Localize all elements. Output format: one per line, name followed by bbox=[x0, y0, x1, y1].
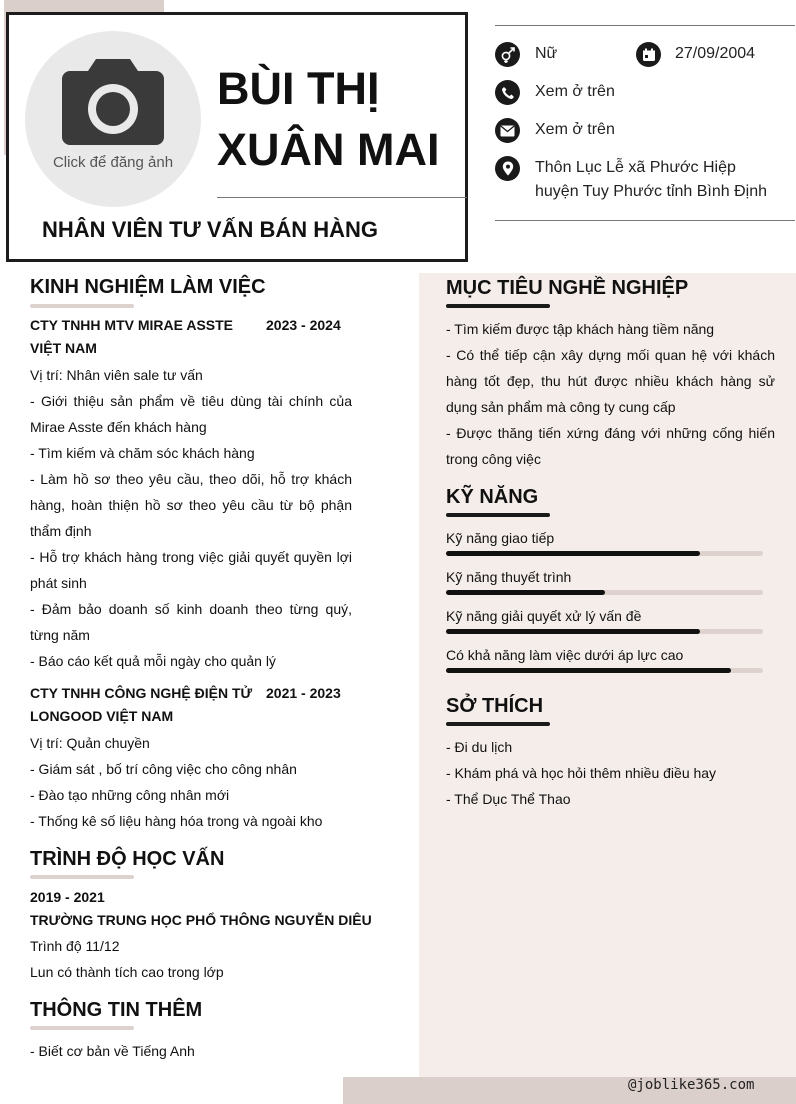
mail-icon bbox=[495, 118, 520, 143]
objective-heading: MỤC TIÊU NGHỀ NGHIỆP bbox=[446, 277, 689, 299]
objective-line: - Tìm kiếm được tập khách hàng tiềm năng bbox=[446, 321, 715, 337]
job-2-duty: - Thống kê số liệu hàng hóa trong và ngoài kho bbox=[30, 813, 323, 829]
job-2-details bbox=[30, 730, 352, 834]
job-1-duty: - Đảm bảo doanh số kinh doanh theo từng quý, từng năm bbox=[30, 601, 352, 643]
job-1-company-line-1: CTY TNHH MTV MIRAE ASSTE bbox=[30, 317, 234, 333]
hobbies-heading: SỞ THÍCH bbox=[446, 695, 544, 717]
education-line: Trình độ 11/12 bbox=[30, 938, 120, 954]
phone-value[interactable]: Xem ở trên bbox=[535, 83, 615, 100]
education-school: TRƯỜNG TRUNG HỌC PHỔ THÔNG NGUYỄN DIÊU bbox=[30, 912, 372, 928]
objective-details bbox=[446, 316, 775, 472]
job-1-duty: - Hỗ trợ khách hàng trong việc giải quyết quyền lợi phát sinh bbox=[30, 549, 352, 591]
contact-bottom-divider bbox=[495, 220, 795, 221]
skill-bar-track bbox=[446, 629, 763, 634]
additional-info-details bbox=[30, 1038, 352, 1064]
education-line: Lun có thành tích cao trong lớp bbox=[30, 964, 224, 980]
skill-label: Kỹ năng giải quyết xử lý vấn đề bbox=[446, 608, 642, 624]
skills-heading: KỸ NĂNG bbox=[446, 486, 539, 508]
hobby-line: - Thể Dục Thể Thao bbox=[446, 791, 571, 807]
additional-info-heading-rule bbox=[30, 1026, 134, 1030]
skill-bar-track bbox=[446, 590, 763, 595]
job-2-position: Vị trí: Quản chuyền bbox=[30, 735, 150, 751]
job-1-period: 2023 - 2024 bbox=[266, 317, 341, 333]
gender-icon bbox=[495, 42, 520, 67]
hobbies-heading-rule bbox=[446, 722, 550, 726]
job-1-company-line-2: VIỆT NAM bbox=[30, 340, 97, 356]
photo-upload-caption: Click để đăng ảnh bbox=[52, 154, 174, 171]
address-value bbox=[535, 156, 767, 204]
experience-heading: KINH NGHIỆM LÀM VIỆC bbox=[30, 276, 266, 298]
email-value[interactable]: Xem ở trên bbox=[535, 121, 615, 138]
skill-bar-fill bbox=[446, 668, 731, 673]
calendar-icon bbox=[636, 42, 661, 67]
name-line-2: XUÂN MAI bbox=[217, 124, 440, 175]
job-1-company bbox=[30, 314, 270, 360]
objective-line: - Được thăng tiến xứng đáng với những cống hiến trong công việc bbox=[446, 425, 775, 467]
hobby-line: - Đi du lịch bbox=[446, 739, 513, 755]
gender-value: Nữ bbox=[535, 45, 558, 62]
education-period: 2019 - 2021 bbox=[30, 889, 105, 905]
skill-bar-track bbox=[446, 551, 763, 556]
job-2-company-line-1: CTY TNHH CÔNG NGHỆ ĐIỆN TỬ bbox=[30, 685, 253, 701]
hobby-line: - Khám phá và học hỏi thêm nhiều điều hay bbox=[446, 765, 717, 781]
education-heading-rule bbox=[30, 875, 134, 879]
birthday-value: 27/09/2004 bbox=[675, 45, 756, 62]
job-2-duty: - Giám sát , bố trí công việc cho công nhân bbox=[30, 761, 297, 777]
location-icon bbox=[495, 156, 520, 181]
phone-icon bbox=[495, 80, 520, 105]
objective-line: - Có thể tiếp cận xây dựng mối quan hệ với khách hàng tốt đẹp, thu hút được nhiều khách hàng sử dụng sản phẩm mà công ty cung cấp bbox=[446, 347, 775, 415]
job-2-company-line-2: LONGOOD VIỆT NAM bbox=[30, 708, 174, 724]
job-1-duty: - Làm hồ sơ theo yêu cầu, theo dõi, hỗ trợ khách hàng, hoàn thiện hồ sơ theo yêu cầu từ bộ phận thẩm định bbox=[30, 471, 352, 539]
address-line-2: huyện Tuy Phước tỉnh Bình Định bbox=[535, 183, 767, 200]
job-1-duty: - Giới thiệu sản phẩm về tiêu dùng tài chính của Mirae Asste đến khách hàng bbox=[30, 393, 352, 435]
job-2-duty: - Đào tạo những công nhân mới bbox=[30, 787, 230, 803]
education-heading: TRÌNH ĐỘ HỌC VẤN bbox=[30, 848, 225, 870]
objective-heading-rule bbox=[446, 304, 550, 308]
job-2-company bbox=[30, 682, 270, 728]
hobbies-details bbox=[446, 734, 775, 812]
name-line-1: BÙI THỊ bbox=[217, 63, 380, 114]
skill-bar-fill bbox=[446, 590, 605, 595]
additional-info-heading: THÔNG TIN THÊM bbox=[30, 999, 203, 1021]
camera-icon bbox=[60, 55, 166, 147]
additional-info-line: - Biết cơ bản về Tiếng Anh bbox=[30, 1043, 195, 1059]
skill-bar-fill bbox=[446, 629, 700, 634]
skill-label: Kỹ năng giao tiếp bbox=[446, 530, 555, 546]
job-1-duty: - Tìm kiếm và chăm sóc khách hàng bbox=[30, 445, 255, 461]
job-1-duty: - Báo cáo kết quả mỗi ngày cho quản lý bbox=[30, 653, 276, 669]
skill-bar-track bbox=[446, 668, 763, 673]
candidate-name bbox=[217, 58, 457, 180]
experience-heading-rule bbox=[30, 304, 134, 308]
skill-label: Kỹ năng thuyết trình bbox=[446, 569, 572, 585]
job-1-details bbox=[30, 362, 352, 674]
job-1-position: Vị trí: Nhân viên sale tư vấn bbox=[30, 367, 203, 383]
name-divider bbox=[217, 197, 467, 198]
job-2-period: 2021 - 2023 bbox=[266, 685, 341, 701]
skill-bar-fill bbox=[446, 551, 700, 556]
education-details bbox=[30, 933, 352, 985]
job-title: NHÂN VIÊN TƯ VẤN BÁN HÀNG bbox=[42, 217, 379, 242]
profile-photo-upload[interactable] bbox=[25, 31, 201, 207]
contact-top-divider bbox=[495, 25, 795, 26]
address-line-1: Thôn Lục Lễ xã Phước Hiệp bbox=[535, 159, 736, 176]
skills-heading-rule bbox=[446, 513, 550, 517]
skill-label: Có khả năng làm việc dưới áp lực cao bbox=[446, 647, 684, 663]
site-watermark[interactable]: @joblike365.com bbox=[628, 1077, 755, 1093]
